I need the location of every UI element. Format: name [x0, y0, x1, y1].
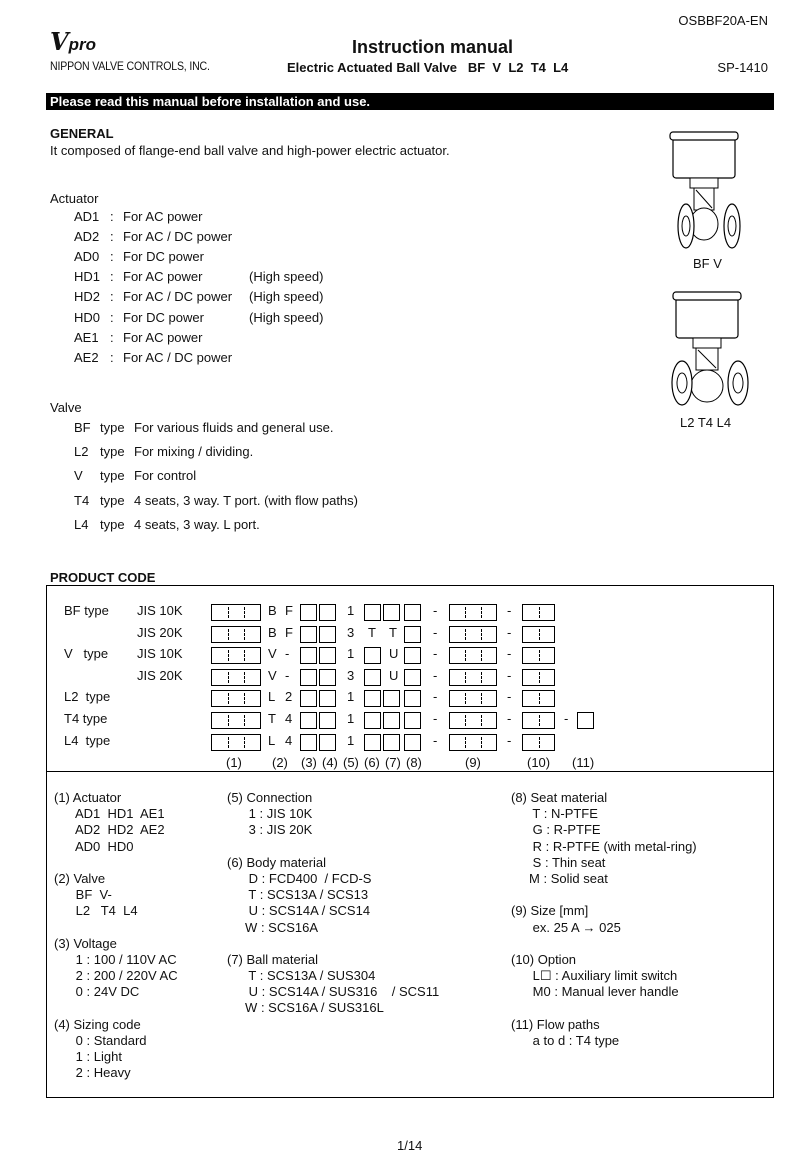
legend-column-2	[227, 790, 439, 1017]
actuator-sep: :	[110, 229, 114, 245]
body-material-box	[364, 647, 381, 664]
page-number: 1/14	[397, 1138, 423, 1153]
valve-desc: For various fluids and general use.	[134, 420, 334, 435]
product-code-divider	[46, 771, 774, 772]
valve-char-1: T	[268, 711, 276, 726]
ball-material-value: U	[389, 667, 399, 683]
valve-code: L2	[74, 444, 89, 460]
separator-dash: -	[507, 667, 512, 683]
legend-line: (3) Voltage	[54, 935, 117, 951]
actuator-note: (High speed)	[249, 289, 324, 305]
page-title: Instruction manual	[352, 37, 514, 57]
cell-divider	[244, 693, 245, 704]
legend-line: W : SCS16A / SUS316L	[227, 1000, 384, 1016]
separator-dash: -	[507, 646, 512, 662]
valve-type: type	[100, 420, 125, 435]
valve-char-2: F	[285, 603, 293, 618]
cell-divider	[465, 650, 466, 661]
actuator-note: (High speed)	[249, 269, 324, 285]
separator-dash: -	[433, 711, 438, 726]
separator-dash: -	[433, 646, 438, 662]
separator-dash: -	[507, 689, 512, 705]
sizing-code-box	[319, 712, 336, 729]
sizing-code-box	[319, 647, 336, 664]
actuator-desc: For AC / DC power	[123, 289, 233, 305]
cell-divider	[539, 650, 540, 661]
seat-material-box	[404, 712, 421, 729]
valve-char-1: V	[268, 667, 277, 683]
actuator-desc: For DC power	[123, 309, 204, 325]
option-code-box	[522, 690, 555, 707]
valve-type: type	[100, 468, 125, 484]
column-number: (7)	[385, 755, 401, 770]
voltage-box	[300, 734, 317, 751]
valve-code: L4	[74, 516, 89, 532]
row-type-label: T4 type	[64, 711, 108, 726]
actuator-code: AE2	[74, 349, 99, 365]
ball-material-box	[383, 734, 400, 751]
size-code-box	[449, 626, 497, 643]
connection-value: 3	[347, 667, 355, 683]
cell-divider	[244, 650, 245, 661]
option-code-box	[522, 669, 555, 686]
legend-line	[54, 1000, 178, 1016]
column-number: (8)	[406, 755, 422, 770]
legend-column-1	[54, 790, 178, 1081]
sizing-code-box	[319, 669, 336, 686]
legend-line: 0 : Standard	[54, 1032, 147, 1048]
body-material-value: T	[368, 624, 376, 640]
valve-char-1: L	[268, 732, 276, 748]
cell-divider	[539, 693, 540, 704]
size-code-box	[449, 712, 497, 729]
connection-value: 3	[347, 624, 355, 640]
cell-divider	[465, 629, 466, 640]
actuator-sep: :	[110, 309, 114, 325]
legend-line: (9) Size [mm]	[511, 903, 589, 919]
legend-line: AD0 HD0	[54, 838, 134, 854]
cell-divider	[465, 672, 466, 683]
actuator-sep: :	[110, 289, 114, 305]
actuator-desc: For AC / DC power	[123, 229, 233, 245]
legend-line: BF V-	[54, 887, 112, 903]
cell-divider	[244, 737, 245, 748]
column-number: (3)	[301, 755, 317, 770]
valve-char-1: V	[268, 646, 277, 662]
actuator-sep: :	[110, 349, 114, 365]
sizing-code-box	[319, 690, 336, 707]
size-code-box	[449, 669, 497, 686]
valve-char-2: -	[285, 646, 290, 662]
valve-code: BF	[74, 420, 91, 435]
legend-line: 2 : Heavy	[54, 1065, 131, 1081]
separator-dash: -	[433, 689, 438, 705]
column-number: (2)	[272, 755, 288, 770]
option-code-box	[522, 604, 555, 621]
cell-divider	[228, 737, 229, 748]
actuator-code: HD1	[74, 269, 101, 285]
voltage-box	[300, 647, 317, 664]
body-material-box	[364, 712, 381, 729]
row-type-label: V type	[64, 646, 109, 662]
cell-divider	[481, 693, 482, 704]
cell-divider	[539, 715, 540, 726]
separator-dash: -	[507, 603, 512, 618]
legend-line: AD2 HD2 AE2	[54, 822, 165, 838]
size-code-box	[449, 647, 497, 664]
legend-line: L☐ : Auxiliary limit switch	[511, 968, 678, 984]
legend-line: T : SCS13A / SCS13	[227, 887, 369, 903]
cell-divider	[465, 737, 466, 748]
connection-value: 1	[347, 689, 355, 705]
separator-dash: -	[433, 732, 438, 748]
actuator-sep: :	[110, 329, 114, 345]
separator-dash: -	[564, 711, 569, 726]
valve-desc: 4 seats, 3 way. T port. (with flow paths)	[134, 492, 358, 508]
ball-material-box	[383, 690, 400, 707]
l2-t4-l4-valve-illustration	[660, 288, 760, 413]
ball-material-box	[383, 712, 400, 729]
sizing-code-box	[319, 604, 336, 621]
valve-char-1: B	[268, 603, 277, 618]
cell-divider	[244, 629, 245, 640]
cell-divider	[481, 607, 482, 618]
actuator-code: HD2	[74, 289, 101, 305]
seat-material-box	[404, 669, 421, 686]
actuator-heading: Actuator	[50, 191, 99, 206]
valve-char-2: 4	[285, 711, 293, 726]
option-code-box	[522, 626, 555, 643]
separator-dash: -	[507, 624, 512, 640]
valve-char-1: B	[268, 624, 277, 640]
legend-line: ex. 25 A → 025	[511, 919, 621, 935]
seat-material-box	[404, 690, 421, 707]
product-code-heading: PRODUCT CODE	[50, 570, 156, 585]
body-material-box	[364, 734, 381, 751]
actuator-code: AD1	[74, 209, 100, 224]
size-code-box	[449, 734, 497, 751]
valve-char-2: -	[285, 667, 290, 683]
legend-line: 0 : 24V DC	[54, 984, 140, 1000]
actuator-code-box	[211, 712, 261, 729]
legend-line: (2) Valve	[54, 870, 106, 886]
cell-divider	[465, 607, 466, 618]
legend-line	[227, 839, 439, 855]
legend-line: (5) Connection	[227, 790, 313, 805]
legend-line	[511, 936, 697, 952]
option-code-box	[522, 734, 555, 751]
column-number: (5)	[343, 755, 359, 770]
cell-divider	[465, 693, 466, 704]
legend-line: L2 T4 L4	[54, 903, 138, 919]
logo-mark: Vpro	[50, 27, 97, 56]
legend-line: (1) Actuator	[54, 790, 122, 805]
row-type-label: L2 type	[64, 689, 111, 705]
legend-line: 1 : 100 / 110V AC	[54, 951, 177, 967]
legend-line: W : SCS16A	[227, 919, 319, 935]
legend-line: G : R-PTFE	[511, 822, 601, 838]
actuator-desc: For AC power	[123, 269, 203, 285]
cell-divider	[481, 672, 482, 683]
row-type-label: L4 type	[64, 732, 111, 748]
separator-dash: -	[507, 732, 512, 748]
body-material-box	[364, 604, 381, 621]
option-code-box	[522, 647, 555, 664]
ball-material-box	[383, 604, 400, 621]
legend-line	[54, 855, 178, 871]
connection-value: 1	[347, 646, 355, 662]
document-code: OSBBF20A-EN	[678, 13, 768, 28]
separator-dash: -	[433, 667, 438, 683]
actuator-desc: For DC power	[123, 249, 204, 265]
cell-divider	[228, 629, 229, 640]
ball-material-value: T	[389, 624, 397, 640]
legend-line: S : Thin seat	[511, 854, 606, 870]
option-code-box	[522, 712, 555, 729]
valve-type: type	[100, 444, 125, 460]
legend-line: (10) Option	[511, 951, 577, 967]
actuator-desc: For AC power	[123, 209, 203, 224]
actuator-desc: For AC power	[123, 329, 203, 345]
cell-divider	[465, 715, 466, 726]
cell-divider	[481, 737, 482, 748]
seat-material-box	[404, 626, 421, 643]
valve-heading: Valve	[50, 400, 82, 415]
legend-line: T : N-PTFE	[511, 806, 598, 822]
spec-code: SP-1410	[717, 60, 768, 75]
row-standard-label: JIS 20K	[137, 624, 183, 640]
voltage-box	[300, 626, 317, 643]
valve-desc: For control	[134, 468, 197, 484]
valve-char-2: F	[285, 624, 293, 640]
valve-char-1: L	[268, 689, 276, 705]
ball-material-value: U	[389, 646, 399, 662]
column-number: (1)	[226, 755, 242, 770]
legend-line: 3 : JIS 20K	[227, 822, 313, 838]
separator-dash: -	[433, 624, 438, 640]
legend-line	[227, 936, 439, 952]
cell-divider	[481, 629, 482, 640]
cell-divider	[244, 607, 245, 618]
voltage-box	[300, 669, 317, 686]
notice-banner: Please read this manual before installation and use.	[46, 93, 774, 110]
row-standard-label: JIS 10K	[137, 603, 183, 618]
valve-char-2: 2	[285, 689, 293, 705]
legend-line: U : SCS14A / SCS14	[227, 903, 371, 919]
cell-divider	[539, 737, 540, 748]
actuator-sep: :	[110, 269, 114, 285]
legend-line: (11) Flow paths	[511, 1016, 600, 1032]
general-heading: GENERAL	[50, 126, 114, 141]
cell-divider	[539, 672, 540, 683]
actuator-code: AE1	[74, 329, 99, 345]
company-logo	[50, 27, 232, 73]
voltage-box	[300, 690, 317, 707]
legend-line: M : Solid seat	[511, 870, 608, 886]
body-material-box	[364, 690, 381, 707]
valve-char-2: 4	[285, 732, 293, 748]
cell-divider	[539, 607, 540, 618]
actuator-code: AD0	[74, 249, 100, 265]
column-number: (9)	[465, 755, 481, 770]
valve-code: V	[74, 468, 83, 484]
actuator-code-box	[211, 604, 261, 621]
sizing-code-box	[319, 734, 336, 751]
legend-line: R : R-PTFE (with metal-ring)	[511, 838, 697, 854]
valve-desc: For mixing / dividing.	[134, 444, 254, 460]
column-number: (10)	[527, 755, 551, 770]
valve-desc: 4 seats, 3 way. L port.	[134, 516, 260, 532]
l2-t4-l4-image-label: L2 T4 L4	[680, 415, 732, 430]
valve-type: type	[100, 492, 125, 508]
actuator-code: AD2	[74, 229, 100, 245]
row-standard-label: JIS 20K	[137, 667, 183, 683]
legend-line: AD1 HD1 AE1	[54, 806, 165, 822]
voltage-box	[300, 712, 317, 729]
row-type-label: BF type	[64, 603, 109, 618]
size-code-box	[449, 690, 497, 707]
legend-line: T : SCS13A / SUS304	[227, 968, 376, 984]
legend-line: 1 : Light	[54, 1049, 122, 1064]
sizing-code-box	[319, 626, 336, 643]
valve-code: T4	[74, 492, 90, 508]
cell-divider	[481, 715, 482, 726]
column-number: (11)	[572, 755, 595, 770]
legend-line: (7) Ball material	[227, 951, 319, 967]
legend-line	[54, 920, 178, 936]
seat-material-box	[404, 647, 421, 664]
size-code-box	[449, 604, 497, 621]
actuator-code-box	[211, 734, 261, 751]
actuator-code-box	[211, 669, 261, 686]
separator-dash: -	[433, 603, 438, 618]
legend-line	[511, 1000, 697, 1016]
flow-path-box	[577, 712, 594, 729]
body-material-box	[364, 669, 381, 686]
legend-line: (6) Body material	[227, 854, 326, 870]
separator-dash: -	[507, 711, 512, 726]
legend-line: D : FCD400 / FCD-S	[227, 870, 372, 886]
cell-divider	[481, 650, 482, 661]
connection-value: 1	[347, 732, 355, 748]
voltage-box	[300, 604, 317, 621]
cell-divider	[228, 693, 229, 704]
bf-v-valve-illustration	[660, 128, 760, 258]
cell-divider	[244, 672, 245, 683]
legend-line: M0 : Manual lever handle	[511, 984, 679, 1000]
actuator-code-box	[211, 647, 261, 664]
actuator-sep: :	[110, 209, 114, 224]
page-subtitle: Electric Actuated Ball Valve BF V L2 T4 L4	[287, 60, 569, 75]
legend-line: U : SCS14A / SUS316 / SCS11	[227, 984, 440, 1000]
actuator-code-box	[211, 690, 261, 707]
actuator-desc: For AC / DC power	[123, 349, 233, 365]
valve-type: type	[100, 516, 125, 532]
general-text: It composed of flange-end ball valve and high-power electric actuator.	[50, 143, 450, 158]
legend-line: 1 : JIS 10K	[227, 806, 313, 822]
column-number: (4)	[322, 755, 338, 770]
cell-divider	[228, 650, 229, 661]
actuator-sep: :	[110, 249, 114, 265]
cell-divider	[244, 715, 245, 726]
actuator-code-box	[211, 626, 261, 643]
connection-value: 1	[347, 603, 355, 618]
cell-divider	[228, 607, 229, 618]
actuator-code: HD0	[74, 309, 101, 325]
legend-line: 2 : 200 / 220V AC	[54, 968, 178, 984]
legend-line: (4) Sizing code	[54, 1016, 141, 1032]
legend-line	[511, 887, 697, 903]
legend-column-3	[511, 790, 697, 1049]
seat-material-box	[404, 734, 421, 751]
legend-line: (8) Seat material	[511, 790, 608, 805]
cell-divider	[539, 629, 540, 640]
actuator-note: (High speed)	[249, 309, 324, 325]
company-name: NIPPON VALVE CONTROLS, INC.	[50, 59, 210, 73]
row-standard-label: JIS 10K	[137, 646, 183, 662]
bf-v-image-label: BF V	[693, 256, 722, 271]
seat-material-box	[404, 604, 421, 621]
legend-line: a to d : T4 type	[511, 1032, 620, 1048]
cell-divider	[228, 715, 229, 726]
column-number: (6)	[364, 755, 380, 770]
cell-divider	[228, 672, 229, 683]
connection-value: 1	[347, 711, 355, 726]
